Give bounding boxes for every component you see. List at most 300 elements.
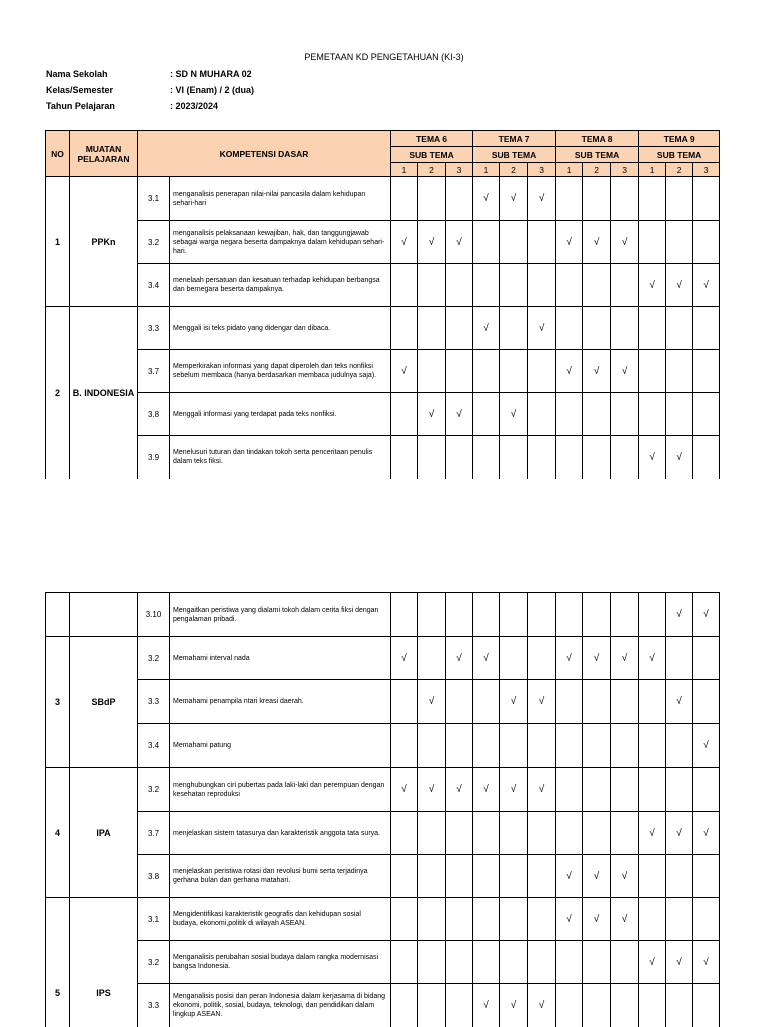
mark-cell xyxy=(473,812,500,855)
mark-cell xyxy=(528,855,556,898)
mark-cell xyxy=(666,350,693,393)
mark-cell xyxy=(500,812,528,855)
mark-cell xyxy=(611,680,639,724)
mark-cell xyxy=(611,264,639,307)
mark-cell xyxy=(391,941,418,984)
mark-cell xyxy=(391,436,418,479)
info-row-year xyxy=(46,100,218,113)
mark-cell xyxy=(666,177,693,221)
mark-cell xyxy=(500,724,528,768)
mark-cell: √ xyxy=(418,221,446,264)
table-row xyxy=(46,593,720,637)
mark-cell xyxy=(611,812,639,855)
mark-cell xyxy=(446,264,473,307)
mark-cell: √ xyxy=(556,350,583,393)
kd-description: Mengidentifikasi karakteristik geografis dan kehidupan sosial budaya, ekonomi,politik di wilayah ASEAN. xyxy=(170,898,391,941)
mark-cell xyxy=(500,593,528,637)
table-row xyxy=(46,680,720,724)
kd-description: Memperkirakan informasi yang dapat diperoleh dari teks nonfiksi sebelum membaca (hanya berdasarkan membaca judulnya saja). xyxy=(170,350,391,393)
mark-cell xyxy=(528,724,556,768)
row-number xyxy=(46,593,70,637)
mark-cell: √ xyxy=(611,855,639,898)
mark-cell: √ xyxy=(583,221,611,264)
subtema-number: 2 xyxy=(583,163,611,177)
mark-cell xyxy=(473,593,500,637)
mark-cell xyxy=(611,436,639,479)
mark-cell xyxy=(611,984,639,1027)
mark-cell xyxy=(639,593,666,637)
table-row xyxy=(46,436,720,479)
mark-cell xyxy=(528,812,556,855)
mark-cell xyxy=(693,637,720,680)
header-tema-6: TEMA 6 xyxy=(391,131,473,147)
subject-name: IPA xyxy=(70,768,138,898)
mark-cell xyxy=(666,984,693,1027)
kd-code: 3.2 xyxy=(138,637,170,680)
kd-description: Menggali isi teks pidato yang didengar dan dibaca. xyxy=(170,307,391,350)
mark-cell xyxy=(528,350,556,393)
row-number: 1 xyxy=(46,177,70,307)
kd-description: Menganalisis posisi dan peran Indonesia dalam kerjasama di bidang ekonomi, politik, sosial, budaya, teknologi, dan pendidikan dalam lingkup ASEAN. xyxy=(170,984,391,1027)
mark-cell xyxy=(556,768,583,812)
mark-cell xyxy=(528,436,556,479)
subtema-number: 3 xyxy=(528,163,556,177)
mark-cell xyxy=(611,593,639,637)
mark-cell xyxy=(500,221,528,264)
mark-cell xyxy=(418,637,446,680)
mark-cell xyxy=(583,307,611,350)
mark-cell xyxy=(446,680,473,724)
info-row-class xyxy=(46,84,254,97)
mark-cell xyxy=(693,768,720,812)
mark-cell: √ xyxy=(473,768,500,812)
mark-cell: √ xyxy=(418,680,446,724)
row-number: 4 xyxy=(46,768,70,898)
mark-cell xyxy=(639,393,666,436)
mark-cell xyxy=(391,264,418,307)
mark-cell xyxy=(528,941,556,984)
kd-code: 3.9 xyxy=(138,436,170,479)
mark-cell: √ xyxy=(583,637,611,680)
mark-cell: √ xyxy=(500,680,528,724)
mark-cell xyxy=(473,350,500,393)
mark-cell xyxy=(556,264,583,307)
mark-cell: √ xyxy=(418,393,446,436)
header-tema-9: TEMA 9 xyxy=(639,131,720,147)
mark-cell: √ xyxy=(611,898,639,941)
mark-cell xyxy=(446,350,473,393)
kd-code: 3.7 xyxy=(138,812,170,855)
mark-cell xyxy=(693,393,720,436)
mark-cell xyxy=(473,221,500,264)
mark-cell xyxy=(666,637,693,680)
header-subtema: SUB TEMA xyxy=(556,147,639,163)
mark-cell xyxy=(418,307,446,350)
kd-code: 3.2 xyxy=(138,941,170,984)
mark-cell: √ xyxy=(500,393,528,436)
mark-cell xyxy=(418,984,446,1027)
mark-cell xyxy=(556,812,583,855)
mark-cell: √ xyxy=(693,724,720,768)
mark-cell xyxy=(611,768,639,812)
kd-code: 3.3 xyxy=(138,307,170,350)
mark-cell: √ xyxy=(693,593,720,637)
mark-cell: √ xyxy=(528,307,556,350)
subtema-number: 1 xyxy=(391,163,418,177)
mark-cell: √ xyxy=(583,898,611,941)
mark-cell: √ xyxy=(500,177,528,221)
mark-cell: √ xyxy=(693,941,720,984)
mark-cell: √ xyxy=(639,637,666,680)
table-row xyxy=(46,855,720,898)
mark-cell xyxy=(583,812,611,855)
mark-cell: √ xyxy=(556,221,583,264)
row-number: 5 xyxy=(46,898,70,1027)
mark-cell xyxy=(693,221,720,264)
kd-code: 3.3 xyxy=(138,680,170,724)
mark-cell xyxy=(418,593,446,637)
mark-cell xyxy=(583,984,611,1027)
mark-cell xyxy=(583,177,611,221)
mark-cell xyxy=(528,593,556,637)
mark-cell xyxy=(556,680,583,724)
mark-cell: √ xyxy=(391,637,418,680)
mark-cell xyxy=(639,898,666,941)
table-row xyxy=(46,898,720,941)
header-no: NO xyxy=(46,131,70,177)
info-label: Kelas/Semester xyxy=(46,85,114,95)
mark-cell xyxy=(666,724,693,768)
mark-cell xyxy=(473,941,500,984)
mark-cell xyxy=(693,350,720,393)
kd-description: menelaah persatuan dan kesatuan terhadap kehidupan berbangsa dan bernegara beserta dampaknya. xyxy=(170,264,391,307)
header-subtema: SUB TEMA xyxy=(473,147,556,163)
subtema-number: 2 xyxy=(500,163,528,177)
kd-code: 3.2 xyxy=(138,221,170,264)
mark-cell xyxy=(418,855,446,898)
mark-cell xyxy=(391,593,418,637)
subtema-number: 3 xyxy=(446,163,473,177)
mark-cell xyxy=(556,436,583,479)
mark-cell xyxy=(473,264,500,307)
mark-cell: √ xyxy=(391,221,418,264)
mark-cell xyxy=(611,941,639,984)
subject-name: SBdP xyxy=(70,637,138,768)
subject-name: B. INDONESIA xyxy=(70,307,138,479)
row-number: 3 xyxy=(46,637,70,768)
subtema-number: 1 xyxy=(639,163,666,177)
subtema-number: 3 xyxy=(693,163,720,177)
mark-cell xyxy=(583,436,611,479)
mark-cell: √ xyxy=(666,812,693,855)
mark-cell xyxy=(446,898,473,941)
mark-cell: √ xyxy=(639,264,666,307)
kd-code: 3.8 xyxy=(138,855,170,898)
mark-cell xyxy=(418,436,446,479)
mark-cell xyxy=(528,264,556,307)
mark-cell xyxy=(639,984,666,1027)
mark-cell xyxy=(500,898,528,941)
kd-description: Menganalisis perubahan sosial budaya dalam rangka modernisasi bangsa Indonesia. xyxy=(170,941,391,984)
row-number: 2 xyxy=(46,307,70,479)
mark-cell xyxy=(446,984,473,1027)
mark-cell xyxy=(391,307,418,350)
mark-cell: √ xyxy=(693,812,720,855)
mark-cell: √ xyxy=(556,855,583,898)
table-row xyxy=(46,637,720,680)
kd-code: 3.4 xyxy=(138,264,170,307)
mark-cell xyxy=(666,855,693,898)
mark-cell: √ xyxy=(666,264,693,307)
mark-cell xyxy=(500,941,528,984)
mark-cell: √ xyxy=(528,768,556,812)
mark-cell xyxy=(418,724,446,768)
mark-cell xyxy=(500,264,528,307)
table-row xyxy=(46,264,720,307)
mark-cell: √ xyxy=(446,768,473,812)
document-title: PEMETAAN KD PENGETAHUAN (KI-3) xyxy=(304,52,464,62)
kd-code: 3.1 xyxy=(138,898,170,941)
mark-cell xyxy=(500,436,528,479)
subtema-number: 3 xyxy=(611,163,639,177)
mark-cell: √ xyxy=(666,941,693,984)
kd-code: 3.7 xyxy=(138,350,170,393)
mark-cell: √ xyxy=(528,984,556,1027)
table-row xyxy=(46,350,720,393)
mark-cell xyxy=(693,177,720,221)
mark-cell xyxy=(639,724,666,768)
kd-description: Menelusuri tuturan dan tindakan tokoh serta penceritaan penulis dalam teks fiksi. xyxy=(170,436,391,479)
mark-cell: √ xyxy=(611,350,639,393)
mark-cell xyxy=(666,898,693,941)
mark-cell xyxy=(446,177,473,221)
mark-cell xyxy=(391,984,418,1027)
mark-cell xyxy=(693,307,720,350)
mark-cell xyxy=(418,350,446,393)
mark-cell: √ xyxy=(500,984,528,1027)
mark-cell xyxy=(418,812,446,855)
mark-cell xyxy=(639,855,666,898)
subject-name xyxy=(70,593,138,637)
mark-cell xyxy=(556,724,583,768)
mark-cell xyxy=(528,393,556,436)
header-subtema: SUB TEMA xyxy=(391,147,473,163)
mark-cell: √ xyxy=(666,436,693,479)
table-row xyxy=(46,941,720,984)
mark-cell xyxy=(583,264,611,307)
mark-cell: √ xyxy=(611,637,639,680)
mark-cell xyxy=(639,177,666,221)
mark-cell: √ xyxy=(473,307,500,350)
mark-cell: √ xyxy=(666,680,693,724)
table-row xyxy=(46,393,720,436)
mark-cell xyxy=(556,984,583,1027)
header-tema-7: TEMA 7 xyxy=(473,131,556,147)
header-kompetensi: KOMPETENSI DASAR xyxy=(138,131,391,177)
kd-description: menganalisis pelaksanaan kewajiban, hak, dan tanggungjawab sebagai warga negara beserta dampaknya dalam kehidupan sehari-hari. xyxy=(170,221,391,264)
mark-cell xyxy=(666,221,693,264)
mark-cell xyxy=(473,436,500,479)
mark-cell xyxy=(639,768,666,812)
mark-cell xyxy=(418,898,446,941)
mark-cell: √ xyxy=(583,855,611,898)
mark-cell xyxy=(500,855,528,898)
mark-cell xyxy=(556,307,583,350)
mark-cell xyxy=(473,724,500,768)
mark-cell xyxy=(556,593,583,637)
mark-cell: √ xyxy=(693,264,720,307)
mark-cell: √ xyxy=(639,812,666,855)
subtema-number: 1 xyxy=(556,163,583,177)
kd-mapping-table-page2 xyxy=(45,592,720,1027)
mark-cell xyxy=(611,393,639,436)
mark-cell: √ xyxy=(528,177,556,221)
mark-cell xyxy=(693,855,720,898)
mark-cell xyxy=(693,898,720,941)
mark-cell xyxy=(528,221,556,264)
mark-cell xyxy=(391,898,418,941)
info-row-school xyxy=(46,68,252,81)
mark-cell xyxy=(500,637,528,680)
mark-cell xyxy=(556,177,583,221)
mark-cell xyxy=(391,177,418,221)
mark-cell xyxy=(583,724,611,768)
mark-cell xyxy=(556,941,583,984)
mark-cell xyxy=(666,393,693,436)
table-row xyxy=(46,177,720,221)
mark-cell xyxy=(611,724,639,768)
mark-cell: √ xyxy=(391,350,418,393)
mark-cell: √ xyxy=(556,637,583,680)
mark-cell xyxy=(583,941,611,984)
kd-description: menganalisis penerapan nilai-nilai pancasila dalam kehidupan sehari-hari xyxy=(170,177,391,221)
subtema-number: 1 xyxy=(473,163,500,177)
mark-cell xyxy=(639,350,666,393)
mark-cell xyxy=(583,768,611,812)
mark-cell xyxy=(391,680,418,724)
mark-cell xyxy=(639,680,666,724)
mark-cell xyxy=(446,812,473,855)
mark-cell xyxy=(473,898,500,941)
mark-cell: √ xyxy=(473,984,500,1027)
kd-code: 3.4 xyxy=(138,724,170,768)
kd-code: 3.1 xyxy=(138,177,170,221)
mark-cell: √ xyxy=(611,221,639,264)
mark-cell xyxy=(391,393,418,436)
info-value: : SD N MUHARA 02 xyxy=(170,69,252,79)
mark-cell: √ xyxy=(446,221,473,264)
mark-cell: √ xyxy=(639,941,666,984)
mark-cell xyxy=(446,724,473,768)
mark-cell: √ xyxy=(639,436,666,479)
mark-cell xyxy=(473,855,500,898)
kd-code: 3.8 xyxy=(138,393,170,436)
kd-mapping-table-page1 xyxy=(45,130,720,479)
table-row xyxy=(46,768,720,812)
mark-cell xyxy=(639,221,666,264)
info-label: Tahun Pelajaran xyxy=(46,101,115,111)
kd-description: menjelaskan sistem tatasurya dan karakteristik anggota tata surya. xyxy=(170,812,391,855)
header-tema-8: TEMA 8 xyxy=(556,131,639,147)
table-row xyxy=(46,221,720,264)
mark-cell: √ xyxy=(528,680,556,724)
info-value: : 2023/2024 xyxy=(170,101,219,111)
mark-cell: √ xyxy=(556,898,583,941)
kd-code: 3.10 xyxy=(138,593,170,637)
mark-cell xyxy=(446,436,473,479)
subject-name: IPS xyxy=(70,898,138,1027)
mark-cell xyxy=(446,307,473,350)
mark-cell: √ xyxy=(473,637,500,680)
kd-description: Memahami patung xyxy=(170,724,391,768)
kd-description: Menggali informasi yang terdapat pada teks nonfiksi. xyxy=(170,393,391,436)
mark-cell xyxy=(693,984,720,1027)
kd-code: 3.3 xyxy=(138,984,170,1027)
mark-cell: √ xyxy=(500,768,528,812)
mark-cell: √ xyxy=(446,637,473,680)
mark-cell: √ xyxy=(418,768,446,812)
kd-description: menjelaskan peristiwa rotasi dan revolusi bumi serta terjadinya gerhana bulan dan gerhana matahari. xyxy=(170,855,391,898)
mark-cell xyxy=(446,855,473,898)
mark-cell xyxy=(473,680,500,724)
table-row xyxy=(46,307,720,350)
subtema-number: 2 xyxy=(418,163,446,177)
info-label: Nama Sekolah xyxy=(46,69,108,79)
mark-cell xyxy=(693,680,720,724)
kd-code: 3.2 xyxy=(138,768,170,812)
mark-cell xyxy=(611,177,639,221)
mark-cell xyxy=(528,637,556,680)
info-value: : VI (Enam) / 2 (dua) xyxy=(170,85,255,95)
kd-description: Memahami interval nada xyxy=(170,637,391,680)
kd-description: Memahami penampila ntari kreasi daerah. xyxy=(170,680,391,724)
mark-cell: √ xyxy=(446,393,473,436)
mark-cell xyxy=(418,264,446,307)
kd-description: menghubungkan ciri pubertas pada laki-laki dan perempuan dengan kesehatan reproduksi xyxy=(170,768,391,812)
mark-cell: √ xyxy=(473,177,500,221)
mark-cell xyxy=(446,941,473,984)
mark-cell xyxy=(391,855,418,898)
subtema-number: 2 xyxy=(666,163,693,177)
table-row xyxy=(46,724,720,768)
mark-cell xyxy=(473,393,500,436)
mark-cell xyxy=(556,393,583,436)
mark-cell xyxy=(500,350,528,393)
mark-cell xyxy=(583,680,611,724)
table-row xyxy=(46,812,720,855)
header-subtema: SUB TEMA xyxy=(639,147,720,163)
mark-cell xyxy=(418,177,446,221)
mark-cell xyxy=(500,307,528,350)
mark-cell: √ xyxy=(666,593,693,637)
header-muatan: MUATAN PELAJARAN xyxy=(70,131,138,177)
mark-cell: √ xyxy=(391,768,418,812)
mark-cell xyxy=(639,307,666,350)
mark-cell xyxy=(583,593,611,637)
mark-cell xyxy=(391,812,418,855)
mark-cell xyxy=(611,307,639,350)
kd-description: Mengaitkan peristiwa yang dialami tokoh dalam cerita fiksi dengan pengalaman pribadi. xyxy=(170,593,391,637)
mark-cell xyxy=(583,393,611,436)
subject-name: PPKn xyxy=(70,177,138,307)
mark-cell xyxy=(693,436,720,479)
mark-cell xyxy=(446,593,473,637)
mark-cell: √ xyxy=(583,350,611,393)
mark-cell xyxy=(528,898,556,941)
mark-cell xyxy=(391,724,418,768)
mark-cell xyxy=(666,307,693,350)
table-row xyxy=(46,984,720,1027)
